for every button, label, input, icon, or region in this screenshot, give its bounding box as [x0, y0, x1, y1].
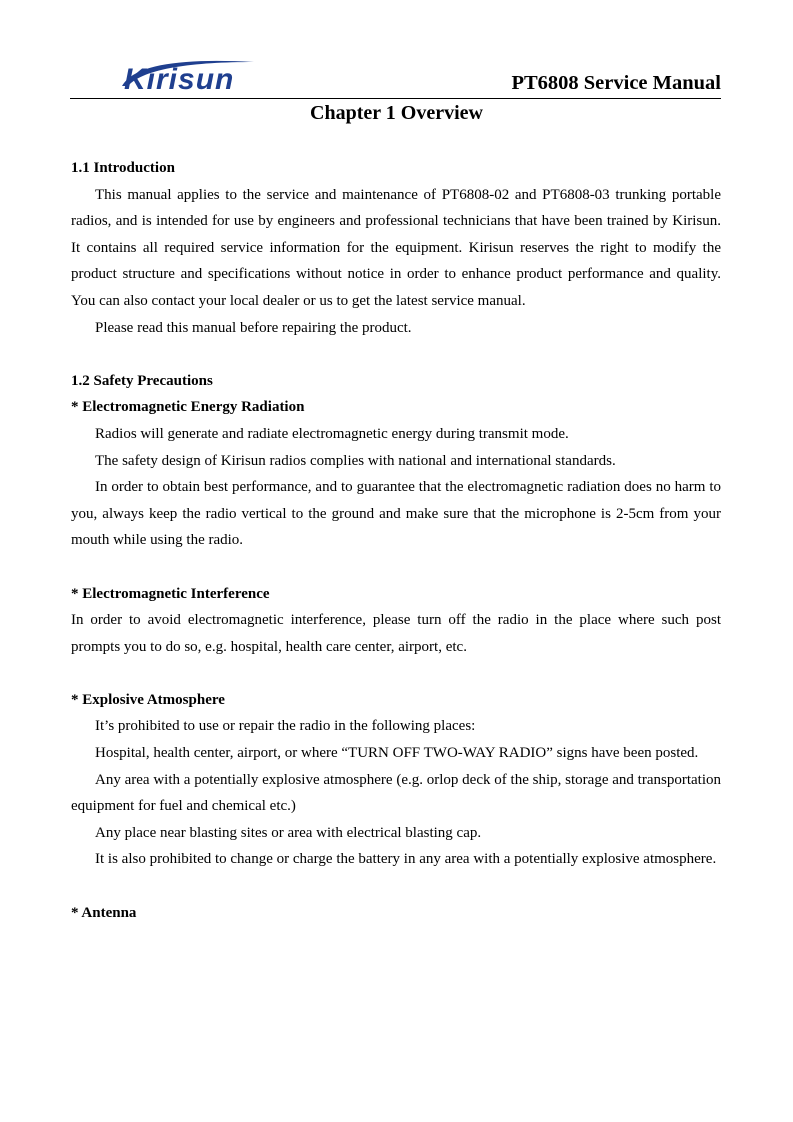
- paragraph: This manual applies to the service and maintenance of PT6808-02 and PT6808-03 trunking portable radios, and is intended for use by engineers and professional technicians that have been trained by Kirisun. It contains all required service information for the equipment. Kirisun reserves the right to modify the product structure and specifications without notice in order to enhance product performance and quality. You can also contact your local dealer or us to get the latest service manual.: [71, 186, 721, 309]
- page-header: [70, 52, 721, 99]
- document-body: [71, 155, 721, 926]
- paragraph: Hospital, health center, airport, or where “TURN OFF TWO-WAY RADIO” signs have been posted.: [95, 745, 699, 762]
- subheading-em-radiation: * Electromagnetic Energy Radiation: [71, 399, 305, 416]
- chapter-title: Chapter 1 Overview: [310, 102, 483, 124]
- subheading-antenna: * Antenna: [71, 904, 137, 921]
- paragraph: Radios will generate and radiate electromagnetic energy during transmit mode.: [95, 425, 569, 442]
- kirisun-logo: [114, 58, 264, 94]
- paragraph: In order to obtain best performance, and to guarantee that the electromagnetic radiation does no harm to you, always keep the radio vertical to the ground and make sure that the microphone is 2-5cm from your mouth while using the radio.: [71, 479, 721, 549]
- paragraph: It is also prohibited to change or charge the battery in any area with a potentially explosive atmosphere.: [95, 851, 717, 868]
- paragraph: Please read this manual before repairing the product.: [95, 319, 412, 336]
- svg-text:Kirisun: Kirisun: [124, 63, 235, 94]
- manual-title: PT6808 Service Manual: [511, 72, 721, 94]
- paragraph: Any area with a potentially explosive atmosphere (e.g. orlop deck of the ship, storage and transportation equipment for fuel and chemical etc.): [71, 771, 721, 815]
- paragraph: It’s prohibited to use or repair the radio in the following places:: [95, 718, 476, 735]
- subheading-em-interference: * Electromagnetic Interference: [71, 585, 270, 602]
- section-heading-safety: 1.2 Safety Precautions: [71, 372, 213, 389]
- subheading-explosive-atmosphere: * Explosive Atmosphere: [71, 691, 225, 708]
- section-heading-introduction: 1.1 Introduction: [71, 160, 175, 176]
- paragraph: The safety design of Kirisun radios complies with national and international standards.: [95, 452, 616, 469]
- paragraph: In order to avoid electromagnetic interference, please turn off the radio in the place where such post prompts you to do so, e.g. hospital, health care center, airport, etc.: [71, 612, 721, 655]
- paragraph: Any place near blasting sites or area with electrical blasting cap.: [95, 824, 482, 841]
